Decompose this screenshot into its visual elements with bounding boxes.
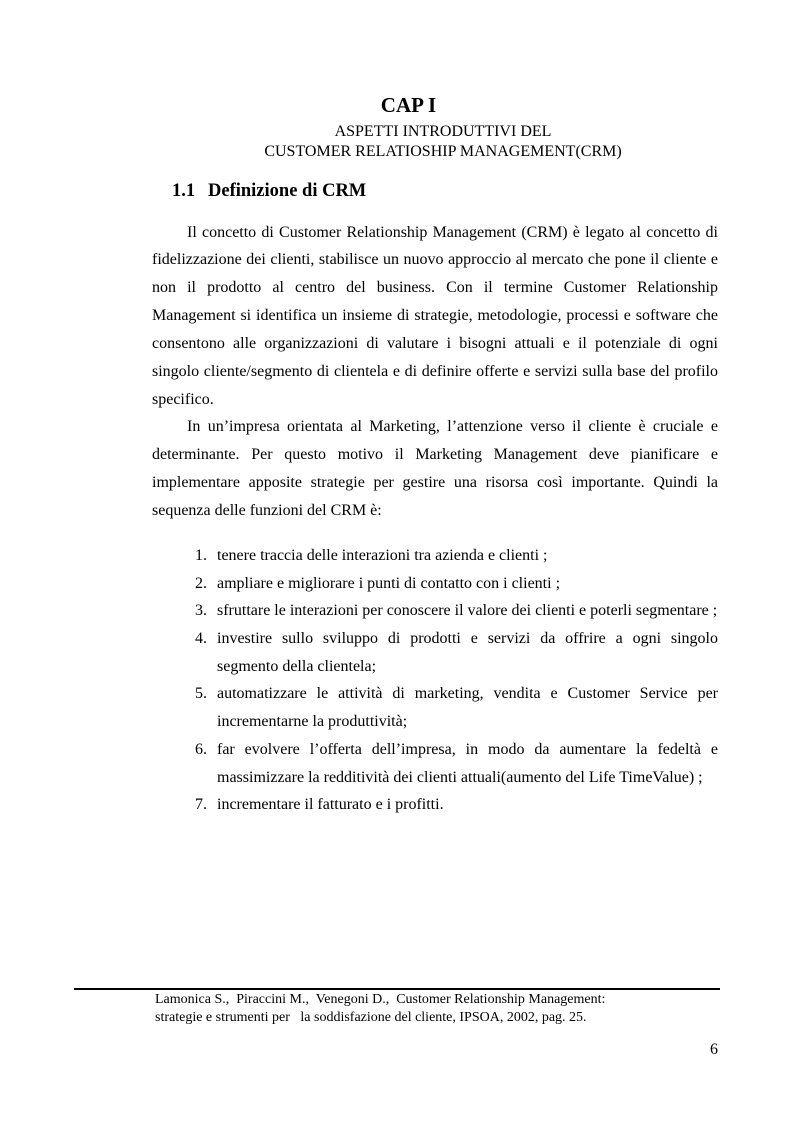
paragraph-1-line-1: Il concetto di Customer Relationship Management (CRM) è legato al concetto di (187, 224, 718, 241)
paragraph-2-line-2: determinante. Per questo motivo il Marketing Management deve pianificare e (152, 446, 718, 463)
list-item-text: sfruttare le interazioni per conoscere il valore dei clienti e poterli segmentare ; (217, 602, 718, 619)
paragraph-1-line-2: fidelizzazione dei clienti, stabilisce un nuovo approccio al mercato che pone il cliente e (152, 251, 718, 268)
list-item-text-continued: massimizzare la redditività dei clienti attuali(aumento del Life TimeValue) ; (217, 769, 703, 786)
list-item-text: tenere traccia delle interazioni tra azienda e clienti ; (217, 547, 548, 564)
paragraph-1-line-4: Management si identifica un insieme di strategie, metodologie, processi e software che (152, 307, 718, 324)
paragraph-1-line-3: non il prodotto al centro del business. Con il termine Customer Relationship (152, 279, 718, 296)
list-item-text-continued: segmento della clientela; (217, 658, 377, 675)
list-item-number: 5. (195, 685, 207, 702)
list-item-number: 6. (195, 741, 207, 758)
list-item-text: investire sullo sviluppo di prodotti e servizi da offrire a ogni singolo (217, 630, 718, 647)
list-item-number: 2. (195, 575, 207, 592)
section-title: Definizione di CRM (208, 181, 367, 201)
chapter-title: CAP I (380, 93, 437, 117)
paragraph-2-line-3: implementare apposite strategie per gestire una risorsa così importante. Quindi la (152, 474, 718, 491)
paragraph-1-line-7: specifico. (152, 391, 214, 408)
list-item-text: automatizzare le attività di marketing, vendita e Customer Service per (217, 685, 718, 702)
list-item-number: 3. (195, 602, 207, 619)
list-item-number: 7. (195, 796, 207, 813)
page-number: 6 (710, 1041, 718, 1058)
list-item-text: ampliare e migliorare i punti di contatto con i clienti ; (217, 575, 561, 592)
paragraph-2-line-4: sequenza delle funzioni del CRM è: (152, 502, 382, 519)
paragraph-1-line-5: consentono alle organizzazioni di valutare i bisogni attuali e il potenziale di ogni (152, 335, 718, 352)
section-number: 1.1 (172, 181, 196, 201)
list-item-number: 4. (195, 630, 207, 647)
chapter-subtitle (150, 122, 736, 162)
chapter-subtitle-line-2: CUSTOMER RELATIOSHIP MANAGEMENT(CRM) (264, 143, 622, 160)
footnote-line-2: strategie e strumenti per la soddisfazione del cliente, IPSOA, 2002, pag. 25. (155, 1010, 587, 1025)
footnote-divider (74, 988, 720, 990)
paragraph-1-line-6: singolo cliente/segmento di clientela e di definire offerte e servizi sulla base del profilo (152, 363, 718, 380)
list-item-text-continued: incrementarne la produttività; (217, 713, 408, 730)
section-heading (172, 179, 366, 203)
list-item-text: incrementare il fatturato e i profitti. (217, 796, 444, 813)
footnote-line-1: Lamonica S., Piraccini M., Venegoni D., Customer Relationship Management: (155, 992, 606, 1007)
chapter-subtitle-line-1: ASPETTI INTRODUTTIVI DEL (334, 123, 552, 140)
paragraph-2-line-1: In un’impresa orientata al Marketing, l’attenzione verso il cliente è cruciale e (187, 418, 718, 435)
list-item-text: far evolvere l’offerta dell’impresa, in modo da aumentare la fedeltà e (217, 741, 718, 758)
list-item-number: 1. (195, 547, 207, 564)
